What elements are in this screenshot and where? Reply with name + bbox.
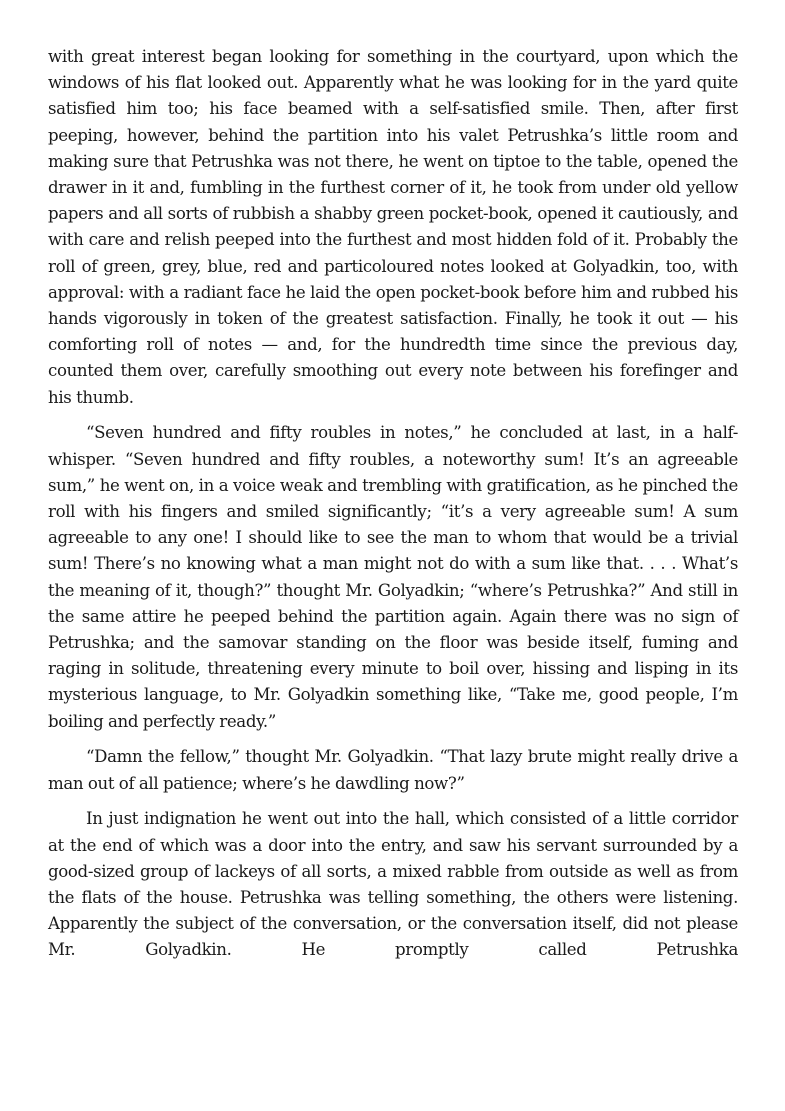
- paragraph-2: “Seven hundred and fifty roubles in notes,” he concluded at last, in a half-whisper. “Seven hundred and fifty roubles, a noteworthy sum! It’s an agreeable sum,” he went on, in a voice weak and trembling with gratification, as he pinched the roll with his fingers and smiled significantly; “it’s a very agreeable sum! A sum agreeable to any one! I should like to see the man to whom that would be a trivial sum! There’s no knowing what a man might not do with a sum like that. . . . What’s the meaning of it, though?” thought Mr. Golyadkin; “where’s Petrushka?” And still in the same attire he peeped behind the partition again. Again there was no sign of Petrushka; and the samovar standing on the floor was beside itself, fuming and raging in solitude, threatening every minute to boil over, hissing and lisping in its mysterious language, to Mr. Golyadkin something like, “Take me, good people, I’m boiling and perfectly ready.”: [48, 423, 738, 731]
- paragraph-4: In just indignation he went out into the hall, which consisted of a little corridor at the end of which was a door into the entry, and saw his servant surrounded by a good-sized group of lackeys of all sorts, a mixed rabble from outside as well as from the flats of the house. Petrushka was telling something, the others were listening. Apparently the subject of the conversation, or the conversation itself, did not please Mr. Golyadkin. He promptly called Petrushka: [48, 809, 738, 960]
- paragraph-1: with great interest began looking for something in the courtyard, upon which the windows of his flat looked out. Apparently what he was looking for in the yard quite satisfied him too; his face beamed with a self-satisfied smile. Then, after first peeping, however, behind the partition into his valet Petrushka’s little room and making sure that Petrushka was not there, he went on tiptoe to the table, opened the drawer in it and, fumbling in the furthest corner of it, he took from under old yellow papers and all sorts of rubbish a shabby green pocket-book, opened it cautiously, and with care and relish peeped into the furthest and most hidden fold of it. Probably the roll of green, grey, blue, red and particoloured notes looked at Golyadkin, too, with approval: with a radiant face he laid the open pocket-book before him and rubbed his hands vigorously in token of the greatest satisfaction. Finally, he took it out — his comforting roll of notes — and, for the hundredth time since the previous day, counted them over, carefully smoothing out every note between his forefinger and his thumb.: [48, 47, 738, 407]
- paragraph-3: “Damn the fellow,” thought Mr. Golyadkin. “That lazy brute might really drive a man out of all patience; where’s he dawdling now?”: [48, 747, 738, 793]
- page-body: [48, 44, 738, 973]
